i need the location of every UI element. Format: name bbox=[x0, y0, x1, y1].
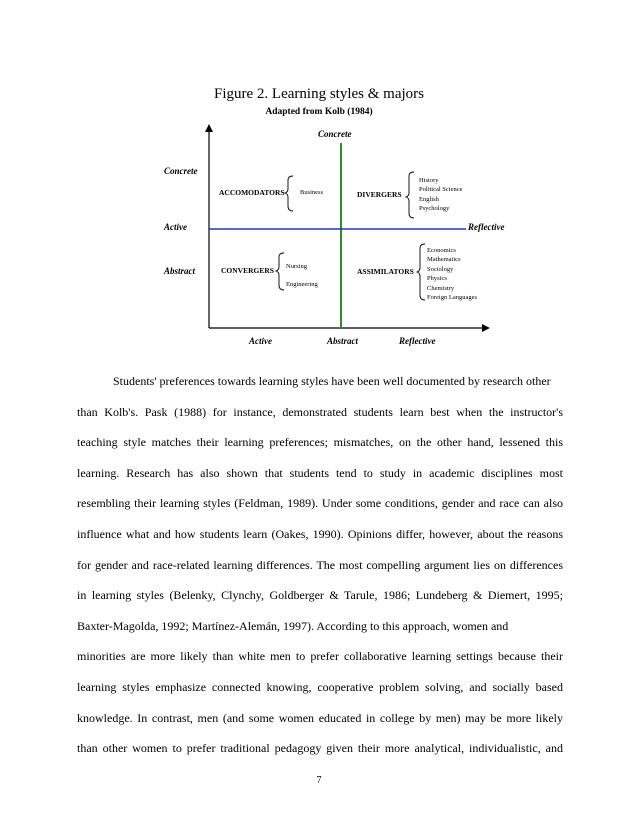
major-item: Sociology bbox=[427, 265, 454, 273]
axis-label-top-concrete: Concrete bbox=[318, 129, 352, 139]
major-item: Political Science bbox=[419, 186, 463, 194]
quadrant-accommodators-label: ACCOMODATORS bbox=[219, 188, 285, 197]
convergers-majors bbox=[286, 258, 318, 294]
body-paragraph bbox=[77, 366, 563, 764]
paragraph-line: Baxter-Magolda, 1992; Martínez-Alemán, 1997). According to this approach, women and bbox=[77, 618, 509, 633]
paragraph-line: than other women to prefer traditional pedagogy given their more analytical, individualistic, and bbox=[77, 741, 563, 756]
y-axis-arrow bbox=[205, 124, 213, 132]
axis-label-left-abstract: Abstract bbox=[164, 266, 196, 276]
axis-label-bottom-reflective: Reflective bbox=[399, 336, 436, 346]
divergers-bracket bbox=[406, 172, 414, 218]
convergers-bracket bbox=[276, 253, 284, 290]
major-item: Psychology bbox=[419, 205, 450, 213]
major-item: History bbox=[419, 177, 439, 184]
paragraph-line: influence what and how students learn (Oakes, 1990). Opinions differ, however, about the reasons bbox=[77, 526, 563, 541]
major-item: English bbox=[419, 195, 439, 203]
paragraph-line: than Kolb's. Pask (1988) for instance, demonstrated students learn best when the instructor's bbox=[77, 404, 563, 419]
page-number: 7 bbox=[316, 775, 322, 786]
major-item: Engineering bbox=[286, 281, 318, 288]
axis-label-left-concrete: Concrete bbox=[164, 166, 198, 176]
paragraph-line: teaching style matches their learning preferences; mismatches, on the other hand, lessened this bbox=[77, 435, 563, 450]
major-item: Physics bbox=[427, 275, 447, 283]
paragraph-line: Students' preferences towards learning styles have been well documented by research other bbox=[113, 374, 551, 388]
axis-label-right-reflective: Reflective bbox=[468, 222, 505, 232]
major-item: Business bbox=[300, 189, 324, 196]
paragraph-line: minorities are more likely than white men to prefer collaborative learning settings because their bbox=[77, 649, 563, 664]
major-item: Nursing bbox=[286, 263, 307, 270]
accommodators-majors bbox=[300, 188, 323, 197]
paragraph-line: resembling their learning styles (Feldman, 1989). Under some conditions, gender and race can also bbox=[77, 496, 563, 511]
major-item: Chemistry bbox=[427, 284, 455, 292]
figure-title: Figure 2. Learning styles & majors bbox=[214, 86, 424, 102]
major-item: Foreign Languages bbox=[427, 294, 478, 302]
assimilators-bracket bbox=[417, 244, 425, 300]
paragraph-line: in learning styles (Belenky, Clynchy, Goldberger & Tarule, 1986; Lundeberg & Diemert, 1995; bbox=[77, 588, 563, 603]
axis-label-bottom-active: Active bbox=[249, 336, 272, 346]
paragraph-line: learning styles emphasize connected knowing, cooperative problem solving, and socially based bbox=[77, 679, 563, 694]
divergers-majors bbox=[419, 176, 463, 214]
paragraph-line: learning. Research has also shown that students tend to study in academic disciplines most bbox=[77, 465, 563, 480]
major-item: Economics bbox=[427, 247, 456, 254]
axis-label-bottom-abstract: Abstract bbox=[327, 336, 359, 346]
quadrant-convergers-label: CONVERGERS bbox=[221, 266, 274, 275]
major-item: Mathematics bbox=[427, 256, 461, 264]
x-axis-arrow bbox=[482, 324, 490, 332]
figure-subtitle: Adapted from Kolb (1984) bbox=[265, 107, 373, 117]
quadrant-divergers-label: DIVERGERS bbox=[357, 190, 402, 199]
quadrant-assimilators-label: ASSIMILATORS bbox=[357, 267, 414, 276]
paragraph-line: knowledge. In contrast, men (and some women educated in college by men) may be more likely bbox=[77, 710, 563, 725]
accommodators-bracket bbox=[285, 176, 293, 211]
paragraph-line: for gender and race-related learning differences. The most compelling argument lies on differences bbox=[77, 557, 563, 572]
assimilators-majors bbox=[427, 246, 477, 302]
axis-label-left-active: Active bbox=[164, 222, 187, 232]
